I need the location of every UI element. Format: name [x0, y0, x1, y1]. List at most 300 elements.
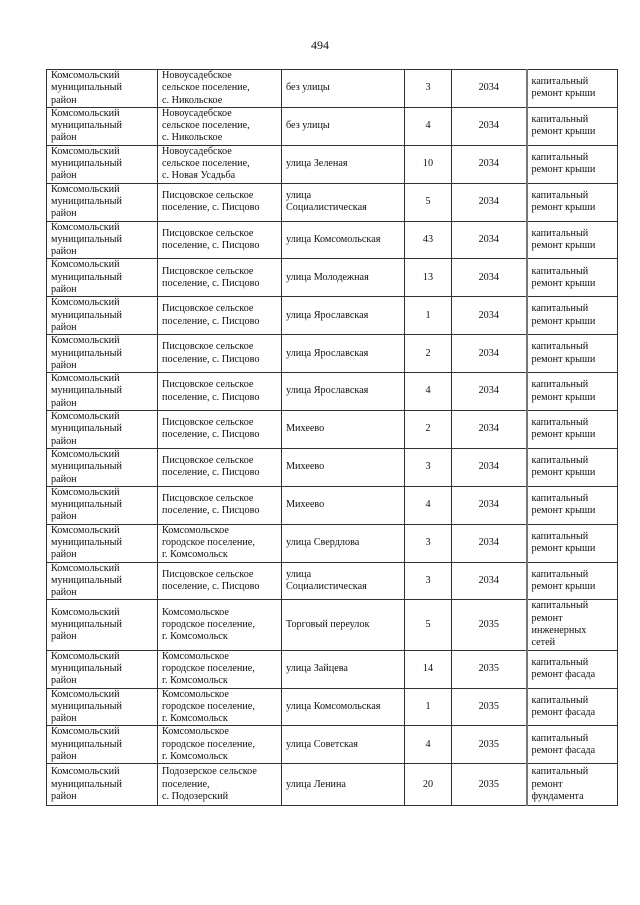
- work-type-cell-line: капитальный: [531, 227, 589, 239]
- street-cell: [282, 726, 405, 764]
- work-type-cell-line: ремонт крыши: [531, 543, 596, 555]
- settlement-cell: [158, 297, 282, 335]
- street-cell: [282, 650, 405, 688]
- table-row: [47, 107, 618, 145]
- work-type-cell: [527, 486, 618, 524]
- street-cell: [282, 107, 405, 145]
- work-type-cell-line: ремонт: [531, 612, 563, 624]
- work-type-cell-line: капитальный: [531, 766, 589, 778]
- work-type-cell-line: капитальный: [531, 417, 589, 429]
- settlement-cell: [158, 411, 282, 449]
- district-cell: [47, 335, 158, 373]
- work-type-cell: [527, 411, 618, 449]
- work-type-cell-line: ремонт крыши: [531, 164, 596, 176]
- work-type-cell-line: сетей: [531, 637, 556, 649]
- street-cell: [282, 183, 405, 221]
- work-type-cell-line: капитальный: [531, 530, 589, 542]
- settlement-cell-line: Комсомольское: [162, 688, 229, 700]
- work-type-cell: [527, 373, 618, 411]
- street-cell: [282, 335, 405, 373]
- district-cell-line: район: [51, 631, 77, 643]
- street-cell-line: Социалистическая: [286, 581, 367, 593]
- settlement-cell-line: Писцовское сельское: [162, 379, 254, 391]
- settlement-cell: [158, 145, 282, 183]
- work-type-cell: [527, 145, 618, 183]
- year-cell: 2034: [452, 373, 527, 411]
- house-number-cell: 3: [405, 524, 452, 562]
- year-cell: 2035: [452, 650, 527, 688]
- settlement-cell-line: с. Новая Усадьба: [162, 170, 236, 182]
- street-cell-line: улица Комсомольская: [286, 233, 381, 245]
- table-body: [47, 70, 618, 806]
- street-cell: [282, 411, 405, 449]
- table-row: [47, 650, 618, 688]
- district-cell-line: Комсомольский: [51, 70, 120, 81]
- work-type-cell-line: ремонт крыши: [531, 88, 596, 100]
- street-cell: [282, 486, 405, 524]
- work-type-cell-line: капитальный: [531, 151, 589, 163]
- street-cell-line: Социалистическая: [286, 202, 367, 214]
- work-type-cell: [527, 221, 618, 259]
- district-cell-line: Комсомольский: [51, 297, 120, 309]
- settlement-cell-line: городское поселение,: [162, 700, 255, 712]
- street-cell: [282, 764, 405, 806]
- street-cell-line: Михеево: [286, 461, 325, 473]
- house-number-cell: 2: [405, 335, 452, 373]
- work-type-cell-line: капитальный: [531, 600, 589, 612]
- district-cell-line: Комсомольский: [51, 183, 120, 195]
- settlement-cell-line: поселение, с. Писцово: [162, 277, 260, 289]
- settlement-cell-line: Комсомольское: [162, 726, 229, 738]
- table-row: [47, 183, 618, 221]
- house-number-cell: 14: [405, 650, 452, 688]
- settlement-cell-line: Писцовское сельское: [162, 227, 254, 239]
- district-cell: [47, 221, 158, 259]
- district-cell-line: Комсомольский: [51, 650, 120, 662]
- settlement-cell-line: Писцовское сельское: [162, 568, 254, 580]
- work-type-cell: [527, 600, 618, 650]
- settlement-cell-line: г. Комсомольск: [162, 631, 228, 643]
- district-cell-line: муниципальный: [51, 461, 122, 473]
- year-cell: 2034: [452, 221, 527, 259]
- settlement-cell-line: Комсомольское: [162, 606, 229, 618]
- street-cell-line: Михеево: [286, 423, 325, 435]
- work-type-cell-line: капитальный: [531, 656, 589, 668]
- work-type-cell-line: ремонт крыши: [531, 391, 596, 403]
- work-type-cell-line: ремонт крыши: [531, 202, 596, 214]
- district-cell-line: муниципальный: [51, 158, 122, 170]
- table-row: [47, 486, 618, 524]
- work-type-cell: [527, 107, 618, 145]
- settlement-cell-line: городское поселение,: [162, 738, 255, 750]
- work-type-cell-line: капитальный: [531, 568, 589, 580]
- year-cell: 2035: [452, 688, 527, 726]
- settlement-cell: [158, 600, 282, 650]
- work-type-cell: [527, 259, 618, 297]
- street-cell: [282, 448, 405, 486]
- settlement-cell-line: Писцовское сельское: [162, 265, 254, 277]
- settlement-cell-line: Писцовское сельское: [162, 303, 254, 315]
- house-number-cell: 3: [405, 562, 452, 600]
- settlement-cell-line: Новоусадебское: [162, 70, 232, 81]
- district-cell: [47, 562, 158, 600]
- settlement-cell: [158, 335, 282, 373]
- year-cell: 2034: [452, 335, 527, 373]
- settlement-cell-line: поселение,: [162, 778, 210, 790]
- year-cell: 2034: [452, 259, 527, 297]
- district-cell-line: муниципальный: [51, 82, 122, 94]
- district-cell-line: район: [51, 94, 77, 106]
- work-type-cell: [527, 335, 618, 373]
- settlement-cell-line: поселение, с. Писцово: [162, 581, 260, 593]
- district-cell-line: район: [51, 132, 77, 144]
- work-type-cell-line: ремонт крыши: [531, 505, 596, 517]
- house-number-cell: 3: [405, 448, 452, 486]
- work-type-cell-line: капитальный: [531, 303, 589, 315]
- table-row: [47, 726, 618, 764]
- house-number-cell: 1: [405, 688, 452, 726]
- district-cell-line: район: [51, 170, 77, 182]
- street-cell: [282, 562, 405, 600]
- settlement-cell-line: Подозерское сельское: [162, 766, 257, 778]
- street-cell-line: улица Ярославская: [286, 385, 369, 397]
- table-row: [47, 335, 618, 373]
- work-type-cell-line: ремонт крыши: [531, 353, 596, 365]
- settlement-cell-line: г. Комсомольск: [162, 713, 228, 725]
- year-cell: 2034: [452, 107, 527, 145]
- work-type-cell-line: ремонт крыши: [531, 277, 596, 289]
- district-cell-line: район: [51, 713, 77, 725]
- settlement-cell-line: сельское поселение,: [162, 158, 250, 170]
- district-cell-line: Комсомольский: [51, 562, 120, 574]
- street-cell-line: улица Ярославская: [286, 347, 369, 359]
- table-row: [47, 524, 618, 562]
- table-row: [47, 297, 618, 335]
- work-type-cell: [527, 70, 618, 108]
- settlement-cell: [158, 259, 282, 297]
- settlement-cell-line: поселение, с. Писцово: [162, 240, 260, 251]
- work-type-cell: [527, 297, 618, 335]
- house-number-cell: 4: [405, 486, 452, 524]
- district-cell: [47, 600, 158, 650]
- house-number-cell: 5: [405, 183, 452, 221]
- district-cell: [47, 145, 158, 183]
- work-type-cell: [527, 524, 618, 562]
- table-row: [47, 688, 618, 726]
- year-cell: 2035: [452, 764, 527, 806]
- settlement-cell: [158, 373, 282, 411]
- district-cell-line: Комсомольский: [51, 726, 120, 738]
- year-cell: 2034: [452, 297, 527, 335]
- district-cell-line: Комсомольский: [51, 524, 120, 536]
- year-cell: 2034: [452, 448, 527, 486]
- table-row: [47, 411, 618, 449]
- house-number-cell: 43: [405, 221, 452, 259]
- district-cell: [47, 688, 158, 726]
- settlement-cell-line: г. Комсомольск: [162, 675, 228, 687]
- street-cell-line: без улицы: [286, 82, 330, 94]
- work-type-cell-line: капитальный: [531, 76, 589, 88]
- settlement-cell-line: поселение, с. Писцово: [162, 505, 260, 517]
- work-type-cell-line: ремонт фасада: [531, 744, 596, 756]
- settlement-cell: [158, 183, 282, 221]
- house-number-cell: 4: [405, 107, 452, 145]
- work-type-cell: [527, 764, 618, 806]
- street-cell-line: улица Комсомольская: [286, 700, 381, 712]
- work-type-cell-line: капитальный: [531, 455, 589, 467]
- year-cell: 2034: [452, 524, 527, 562]
- settlement-cell: [158, 726, 282, 764]
- year-cell: 2034: [452, 486, 527, 524]
- settlement-cell-line: поселение, с. Писцово: [162, 202, 260, 214]
- district-cell-line: муниципальный: [51, 662, 122, 674]
- work-type-cell: [527, 183, 618, 221]
- settlement-cell-line: Новоусадебское: [162, 145, 232, 157]
- settlement-cell: [158, 524, 282, 562]
- table-row: [47, 145, 618, 183]
- settlement-cell-line: поселение, с. Писцово: [162, 467, 260, 479]
- district-cell-line: район: [51, 790, 77, 802]
- year-cell: 2034: [452, 145, 527, 183]
- district-cell-line: район: [51, 549, 77, 561]
- district-cell: [47, 486, 158, 524]
- street-cell-line: улица Ленина: [286, 778, 346, 790]
- district-cell-line: район: [51, 359, 77, 371]
- district-cell-line: муниципальный: [51, 536, 122, 548]
- work-type-cell-line: ремонт крыши: [531, 126, 596, 138]
- work-type-cell-line: ремонт крыши: [531, 581, 596, 593]
- work-type-cell-line: ремонт: [531, 778, 563, 790]
- settlement-cell-line: г. Комсомольск: [162, 751, 228, 763]
- year-cell: 2035: [452, 726, 527, 764]
- district-cell-line: район: [51, 208, 77, 220]
- district-cell: [47, 524, 158, 562]
- district-cell-line: Комсомольский: [51, 107, 120, 119]
- district-cell-line: район: [51, 246, 77, 258]
- district-cell-line: Комсомольский: [51, 335, 120, 347]
- work-type-cell-line: ремонт крыши: [531, 315, 596, 327]
- street-cell: [282, 145, 405, 183]
- district-cell-line: район: [51, 284, 77, 296]
- district-cell: [47, 650, 158, 688]
- district-cell-line: муниципальный: [51, 423, 122, 435]
- district-cell: [47, 297, 158, 335]
- street-cell-line: улица Советская: [286, 738, 358, 750]
- street-cell: [282, 70, 405, 108]
- year-cell: 2035: [452, 600, 527, 650]
- street-cell: [282, 297, 405, 335]
- table-row: [47, 562, 618, 600]
- settlement-cell: [158, 486, 282, 524]
- house-number-cell: 4: [405, 726, 452, 764]
- work-type-cell-line: капитальный: [531, 265, 589, 277]
- work-type-cell-line: капитальный: [531, 341, 589, 353]
- street-cell: [282, 688, 405, 726]
- settlement-cell-line: Комсомольское: [162, 650, 229, 662]
- work-type-cell-line: инженерных: [531, 625, 587, 637]
- street-cell-line: Торговый переулок: [286, 618, 370, 630]
- street-cell-line: улица: [286, 189, 312, 201]
- settlement-cell-line: Новоусадебское: [162, 107, 232, 119]
- house-number-cell: 20: [405, 764, 452, 806]
- district-cell-line: Комсомольский: [51, 373, 120, 385]
- district-cell: [47, 259, 158, 297]
- work-type-cell-line: капитальный: [531, 189, 589, 201]
- work-type-cell-line: капитальный: [531, 694, 589, 706]
- work-type-cell-line: ремонт крыши: [531, 467, 596, 479]
- settlement-cell-line: городское поселение,: [162, 536, 255, 548]
- district-cell-line: муниципальный: [51, 195, 122, 207]
- work-type-cell-line: ремонт крыши: [531, 240, 596, 251]
- settlement-cell: [158, 688, 282, 726]
- house-number-cell: 13: [405, 259, 452, 297]
- street-cell-line: улица Зеленая: [286, 158, 348, 170]
- work-type-cell-line: капитальный: [531, 379, 589, 391]
- settlement-cell: [158, 448, 282, 486]
- settlement-cell: [158, 107, 282, 145]
- district-cell: [47, 764, 158, 806]
- settlement-cell-line: с. Подозерский: [162, 790, 229, 802]
- district-cell-line: Комсомольский: [51, 606, 120, 618]
- settlement-cell-line: городское поселение,: [162, 662, 255, 674]
- street-cell: [282, 221, 405, 259]
- street-cell-line: Михеево: [286, 499, 325, 511]
- house-number-cell: 1: [405, 297, 452, 335]
- district-cell-line: район: [51, 473, 77, 485]
- work-type-cell: [527, 650, 618, 688]
- year-cell: 2034: [452, 70, 527, 108]
- house-number-cell: 10: [405, 145, 452, 183]
- house-number-cell: 5: [405, 600, 452, 650]
- street-cell: [282, 259, 405, 297]
- street-cell: [282, 600, 405, 650]
- work-type-cell-line: ремонт крыши: [531, 429, 596, 441]
- district-cell-line: муниципальный: [51, 233, 122, 245]
- district-cell-line: Комсомольский: [51, 688, 120, 700]
- street-cell-line: улица Молодежная: [286, 271, 369, 283]
- district-cell-line: район: [51, 397, 77, 409]
- settlement-cell: [158, 562, 282, 600]
- district-cell-line: Комсомольский: [51, 486, 120, 498]
- district-cell: [47, 726, 158, 764]
- work-type-cell-line: ремонт фасада: [531, 669, 596, 681]
- street-cell: [282, 524, 405, 562]
- settlement-cell-line: Писцовское сельское: [162, 492, 254, 504]
- district-cell: [47, 448, 158, 486]
- district-cell-line: район: [51, 675, 77, 687]
- year-cell: 2034: [452, 411, 527, 449]
- settlement-cell-line: Писцовское сельское: [162, 455, 254, 467]
- work-type-cell-line: ремонт фасада: [531, 706, 596, 718]
- table-row: [47, 764, 618, 806]
- district-cell-line: муниципальный: [51, 700, 122, 712]
- district-cell-line: Комсомольский: [51, 411, 120, 423]
- district-cell: [47, 183, 158, 221]
- house-number-cell: 4: [405, 373, 452, 411]
- settlement-cell-line: поселение, с. Писцово: [162, 391, 260, 403]
- settlement-cell: [158, 221, 282, 259]
- work-type-cell: [527, 688, 618, 726]
- settlement-cell-line: поселение, с. Писцово: [162, 353, 260, 365]
- settlement-cell-line: сельское поселение,: [162, 82, 250, 94]
- settlement-cell-line: Писцовское сельское: [162, 189, 254, 201]
- work-type-cell: [527, 448, 618, 486]
- district-cell-line: муниципальный: [51, 309, 122, 321]
- district-cell: [47, 373, 158, 411]
- repair-schedule-table: [46, 69, 618, 806]
- work-type-cell-line: фундамента: [531, 790, 584, 802]
- settlement-cell-line: поселение, с. Писцово: [162, 315, 260, 327]
- settlement-cell-line: поселение, с. Писцово: [162, 429, 260, 441]
- district-cell-line: Комсомольский: [51, 145, 120, 157]
- district-cell-line: муниципальный: [51, 385, 122, 397]
- settlement-cell-line: Комсомольское: [162, 524, 229, 536]
- settlement-cell: [158, 650, 282, 688]
- settlement-cell: [158, 764, 282, 806]
- street-cell-line: улица: [286, 568, 312, 580]
- page-number: 494: [311, 38, 329, 52]
- district-cell-line: Комсомольский: [51, 259, 120, 271]
- district-cell-line: район: [51, 587, 77, 599]
- district-cell-line: район: [51, 435, 77, 447]
- street-cell-line: улица Свердлова: [286, 536, 360, 548]
- table-row: [47, 70, 618, 108]
- table-row: [47, 221, 618, 259]
- settlement-cell-line: с. Никольское: [162, 94, 223, 106]
- district-cell-line: Комсомольский: [51, 448, 120, 460]
- street-cell-line: улица Ярославская: [286, 309, 369, 321]
- settlement-cell-line: г. Комсомольск: [162, 549, 228, 561]
- work-type-cell-line: капитальный: [531, 114, 589, 126]
- district-cell-line: муниципальный: [51, 574, 122, 586]
- work-type-cell: [527, 562, 618, 600]
- work-type-cell-line: капитальный: [531, 732, 589, 744]
- table-row: [47, 448, 618, 486]
- district-cell-line: муниципальный: [51, 499, 122, 511]
- settlement-cell: [158, 70, 282, 108]
- district-cell: [47, 411, 158, 449]
- street-cell-line: улица Зайцева: [286, 662, 348, 674]
- street-cell: [282, 373, 405, 411]
- year-cell: 2034: [452, 562, 527, 600]
- house-number-cell: 3: [405, 70, 452, 108]
- district-cell-line: муниципальный: [51, 120, 122, 132]
- table-row: [47, 600, 618, 650]
- district-cell-line: муниципальный: [51, 347, 122, 359]
- settlement-cell-line: Писцовское сельское: [162, 341, 254, 353]
- settlement-cell-line: с. Никольское: [162, 132, 223, 144]
- district-cell-line: район: [51, 511, 77, 523]
- district-cell-line: Комсомольский: [51, 221, 120, 233]
- district-cell-line: район: [51, 751, 77, 763]
- table-row: [47, 373, 618, 411]
- district-cell-line: муниципальный: [51, 618, 122, 630]
- settlement-cell-line: Писцовское сельское: [162, 417, 254, 429]
- table-row: [47, 259, 618, 297]
- district-cell-line: муниципальный: [51, 778, 122, 790]
- year-cell: 2034: [452, 183, 527, 221]
- district-cell-line: Комсомольский: [51, 766, 120, 778]
- work-type-cell-line: капитальный: [531, 492, 589, 504]
- house-number-cell: 2: [405, 411, 452, 449]
- district-cell-line: муниципальный: [51, 738, 122, 750]
- district-cell-line: район: [51, 321, 77, 333]
- settlement-cell-line: сельское поселение,: [162, 120, 250, 132]
- settlement-cell-line: городское поселение,: [162, 618, 255, 630]
- district-cell-line: муниципальный: [51, 271, 122, 283]
- street-cell-line: без улицы: [286, 120, 330, 132]
- district-cell: [47, 107, 158, 145]
